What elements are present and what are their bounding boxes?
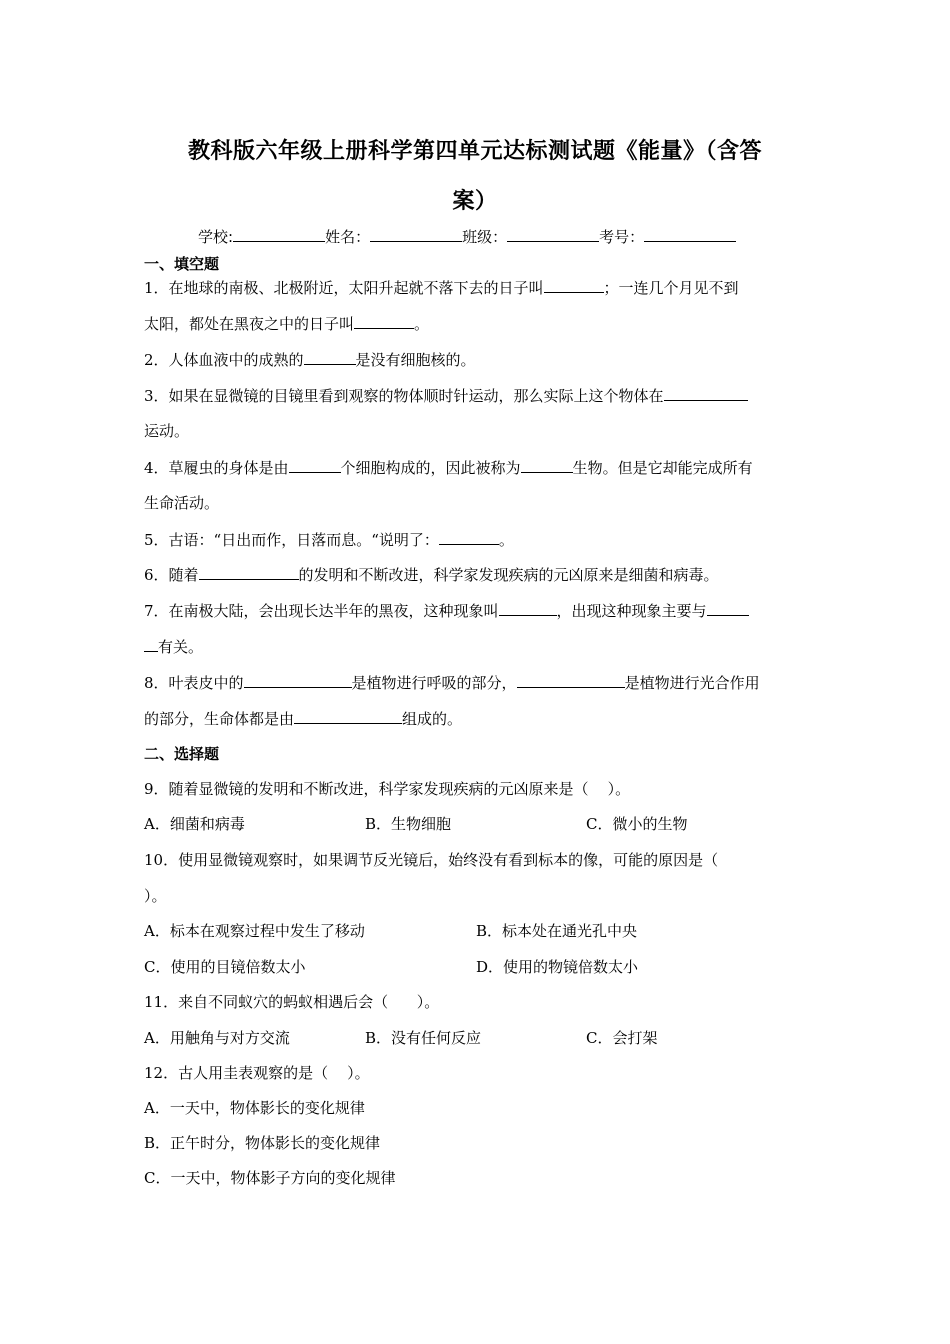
question-6	[144, 564, 719, 585]
q11-option-c[interactable]: C．会打架	[586, 1029, 658, 1047]
section-heading-choice: 二、选择题	[144, 745, 220, 763]
exam-no-blank[interactable]	[644, 226, 736, 242]
name-blank[interactable]	[370, 226, 462, 242]
q2-text: 2．人体血液中的成熟的	[144, 351, 304, 369]
question-8	[144, 672, 760, 693]
q8-blank-3[interactable]	[294, 708, 402, 724]
question-1-cont	[144, 313, 429, 334]
q9-option-a[interactable]: A．细菌和病毒	[144, 815, 245, 833]
question-10: 10．使用显微镜观察时，如果调节反光镜后，始终没有看到标本的像，可能的原因是（	[144, 851, 719, 869]
class-label: 班级：	[462, 228, 508, 246]
question-7	[144, 600, 749, 621]
q12-option-b[interactable]: B．正午时分，物体影长的变化规律	[144, 1134, 381, 1152]
q7-blank-1[interactable]	[499, 600, 557, 616]
q9-option-c[interactable]: C．微小的生物	[586, 815, 688, 833]
q4-text-3: 生物。但是它却能完成所有	[572, 459, 753, 477]
q3-text-2: 运动。	[144, 422, 190, 440]
question-3-cont	[144, 421, 189, 441]
q4-text-4: 生命活动。	[144, 494, 220, 512]
q1-text-2: ；一连几个月见不到	[603, 279, 739, 297]
question-4-cont	[144, 493, 219, 513]
q3-text: 3．如果在显微镜的目镜里看到观察的物体顺时针运动，那么实际上这个物体在	[144, 387, 664, 405]
school-blank[interactable]	[233, 226, 325, 242]
q4-text: 4．草履虫的身体是由	[144, 459, 289, 477]
question-12: 12．古人用圭表观察的是（ ）。	[144, 1064, 370, 1082]
q5-text-2: 。	[498, 531, 514, 549]
school-label: 学校:	[198, 228, 234, 246]
q8-text-4: 的部分，生命体都是由	[144, 710, 295, 728]
q10-option-c[interactable]: C．使用的目镜倍数太小	[144, 958, 306, 976]
q7-blank-2-cont[interactable]	[144, 636, 158, 652]
question-2	[144, 349, 476, 370]
q1-text-3: 太阳，都处在黑夜之中的日子叫	[144, 315, 355, 333]
exam-no-label: 考号：	[599, 228, 645, 246]
question-1	[144, 277, 739, 298]
q11-option-a[interactable]: A．用触角与对方交流	[144, 1029, 290, 1047]
question-9: 9．随着显微镜的发明和不断改进，科学家发现疾病的元凶原来是（ ）。	[144, 780, 631, 798]
q4-blank-1[interactable]	[289, 457, 341, 473]
q1-text: 1．在地球的南极、北极附近，太阳升起就不落下去的日子叫	[144, 279, 544, 297]
q3-blank[interactable]	[664, 385, 748, 401]
question-3	[144, 385, 748, 406]
question-11: 11．来自不同蚁穴的蚂蚁相遇后会（ ）。	[144, 993, 440, 1011]
q8-text-2: 是植物进行呼吸的部分，	[351, 674, 517, 692]
q7-text-3: 有关。	[158, 638, 204, 656]
q12-option-c[interactable]: C．一天中，物体影子方向的变化规律	[144, 1169, 396, 1187]
q11-option-b[interactable]: B．没有任何反应	[365, 1029, 482, 1047]
q10-option-b[interactable]: B．标本处在通光孔中央	[476, 922, 638, 940]
question-4	[144, 457, 753, 478]
q8-blank-1[interactable]	[244, 672, 352, 688]
question-7-cont	[144, 636, 203, 657]
q5-text: 5．古语：“日出而作，日落而息。“说明了：	[144, 531, 439, 549]
q8-text: 8．叶表皮中的	[144, 674, 244, 692]
q2-blank[interactable]	[304, 349, 356, 365]
q1-blank-2[interactable]	[354, 313, 414, 329]
q7-text: 7．在南极大陆，会出现长达半年的黑夜，这种现象叫	[144, 602, 499, 620]
q12-option-a[interactable]: A．一天中，物体影长的变化规律	[144, 1099, 365, 1117]
q6-blank[interactable]	[199, 564, 299, 580]
class-blank[interactable]	[507, 226, 599, 242]
q9-option-b[interactable]: B．生物细胞	[365, 815, 452, 833]
q4-text-2: 个细胞构成的，因此被称为	[340, 459, 521, 477]
q1-text-4: 。	[414, 315, 430, 333]
section-heading-fill: 一、填空题	[144, 255, 220, 273]
q7-text-2: ，出现这种现象主要与	[556, 602, 707, 620]
q10-option-a[interactable]: A．标本在观察过程中发生了移动	[144, 922, 365, 940]
q6-text-2: 的发明和不断改进，科学家发现疾病的元凶原来是细菌和病毒。	[298, 566, 719, 584]
page-title: 教科版六年级上册科学第四单元达标测试题《能量》（含答	[187, 139, 762, 164]
q7-blank-2[interactable]	[707, 600, 749, 616]
q10-option-d[interactable]: D．使用的物镜倍数太小	[476, 958, 639, 976]
q8-blank-2[interactable]	[517, 672, 625, 688]
question-10-cont: ）。	[144, 887, 167, 905]
name-label: 姓名：	[325, 228, 371, 246]
q6-text: 6．随着	[144, 566, 199, 584]
question-8-cont	[144, 708, 462, 729]
q4-blank-2[interactable]	[521, 457, 573, 473]
q8-text-3: 是植物进行光合作用	[624, 674, 760, 692]
q1-blank-1[interactable]	[544, 277, 604, 293]
question-5	[144, 529, 514, 550]
q8-text-5: 组成的。	[402, 710, 463, 728]
page-title-continued: 案）	[452, 189, 498, 214]
q5-blank[interactable]	[439, 529, 499, 545]
q2-text-2: 是没有细胞核的。	[355, 351, 476, 369]
student-info-row	[198, 226, 736, 247]
